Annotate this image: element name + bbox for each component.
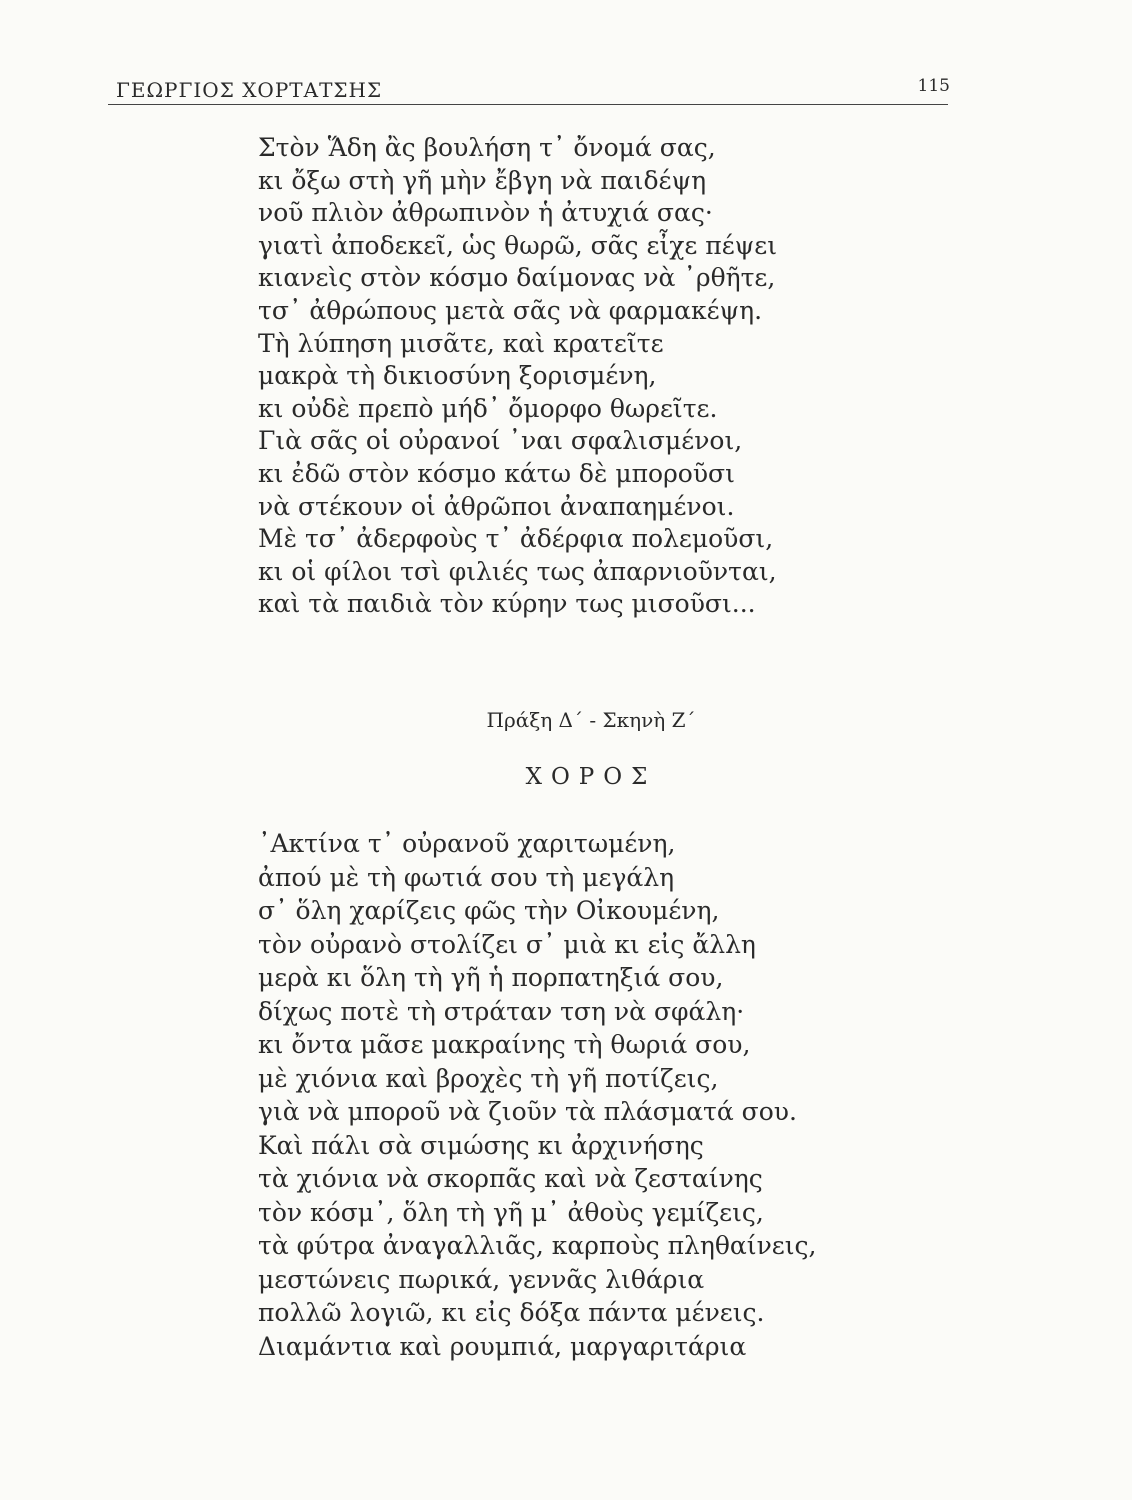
verse-line: Τὴ λύπηση μισᾶτε, καὶ κρατεῖτε bbox=[258, 328, 664, 358]
running-header bbox=[108, 76, 950, 102]
verse-line: τὰ φύτρα ἀναγαλλιᾶς, καρποὺς πληθαίνεις, bbox=[258, 1231, 817, 1260]
verse-line: Διαμάντια καὶ ρουμπιά, μαργαριτάρια bbox=[258, 1331, 747, 1361]
verse-line: σ᾽ ὅλη χαρίζεις φῶς τὴν Οἰκουμένη, bbox=[258, 896, 720, 925]
verse-line: Καὶ πάλι σὰ σιμώσης κι ἀρχινήσης bbox=[258, 1130, 704, 1160]
header-rule bbox=[108, 104, 948, 105]
chorus-heading: ΧΟΡΟΣ bbox=[525, 764, 657, 790]
verse-line: κι οὐδὲ πρεπὸ μήδ᾽ ὄμορφο θωρεῖτε. bbox=[258, 393, 718, 423]
verse-line: γιὰ νὰ μποροῦ νὰ ζιοῦν τὰ πλάσματά σου. bbox=[258, 1097, 797, 1126]
verse-line: Στὸν Ἅδη ἂς βουλήση τ᾽ ὄνομά σας, bbox=[258, 133, 716, 162]
verse-line: μερὰ κι ὅλη τὴ γῆ ἡ πορπατηξιά σου, bbox=[258, 963, 724, 992]
verse-line: καὶ τὰ παιδιὰ τὸν κύρην τως μισοῦσι... bbox=[258, 589, 756, 619]
verse-line: νοῦ πλιὸν ἀθρωπινὸν ἡ ἀτυχιά σας· bbox=[258, 198, 713, 228]
page-number: 115 bbox=[917, 76, 950, 96]
verse-line: μὲ χιόνια καὶ βροχὲς τὴ γῆ ποτίζεις, bbox=[258, 1063, 719, 1093]
verse-line: μακρὰ τὴ δικιοσύνη ξορισμένη, bbox=[258, 361, 657, 391]
verse-line: κι ὄντα μᾶσε μακραίνης τὴ θωριά σου, bbox=[258, 1030, 751, 1059]
verse-line: Μὲ τσ᾽ ἀδερφοὺς τ᾽ ἀδέρφια πολεμοῦσι, bbox=[258, 524, 774, 554]
act-scene-heading: Πράξη Δ΄ - Σκηνὴ Ζ΄ bbox=[486, 708, 696, 732]
verse-stanza-1 bbox=[258, 132, 777, 621]
verse-line: μεστώνεις πωρικά, γεννᾶς λιθάρια bbox=[258, 1264, 705, 1294]
verse-line: τσ᾽ ἀθρώπους μετὰ σᾶς νὰ φαρμακέψη. bbox=[258, 295, 763, 325]
verse-line: ἀπού μὲ τὴ φωτιά σου τὴ μεγάλη bbox=[258, 862, 675, 892]
verse-line: κι ἐδῶ στὸν κόσμο κάτω δὲ μποροῦσι bbox=[258, 458, 735, 488]
verse-line: κιανεὶς στὸν κόσμο δαίμονας νὰ ᾽ρθῆτε, bbox=[258, 263, 776, 293]
verse-line: ᾽Ακτίνα τ᾽ οὐρανοῦ χαριτωμένη, bbox=[258, 829, 676, 858]
verse-line: νὰ στέκουν οἱ ἀθρῶποι ἀναπαημένοι. bbox=[258, 491, 735, 521]
verse-line: τὸν οὐρανὸ στολίζει σ᾽ μιὰ κι εἰς ἄλλη bbox=[258, 929, 756, 959]
verse-line: Γιὰ σᾶς οἱ οὐρανοί ᾽ναι σφαλισμένοι, bbox=[258, 426, 743, 456]
verse-line: κι οἱ φίλοι τσὶ φιλιές τως ἀπαρνιοῦνται, bbox=[258, 556, 777, 586]
verse-line: τὰ χιόνια νὰ σκορπᾶς καὶ νὰ ζεσταίνης bbox=[258, 1164, 763, 1193]
verse-line: γιατὶ ἀποδεκεῖ, ὡς θωρῶ, σᾶς εἶχε πέψει bbox=[258, 230, 778, 260]
verse-line: κι ὄξω στὴ γῆ μὴν ἔβγη νὰ παιδέψη bbox=[258, 165, 707, 195]
verse-line: δίχως ποτὲ τὴ στράταν τση νὰ σφάλη· bbox=[258, 996, 745, 1026]
verse-line: πολλῶ λογιῶ, κι εἰς δόξα πάντα μένεις. bbox=[258, 1298, 765, 1327]
verse-stanza-2 bbox=[258, 827, 817, 1363]
verse-line: τὸν κόσμ᾽, ὅλη τὴ γῆ μ᾽ ἀθοὺς γεμίζεις, bbox=[258, 1197, 764, 1227]
running-head-author: ΓΕΩΡΓΙΟΣ ΧΟΡΤΑΤΣΗΣ bbox=[116, 78, 383, 102]
